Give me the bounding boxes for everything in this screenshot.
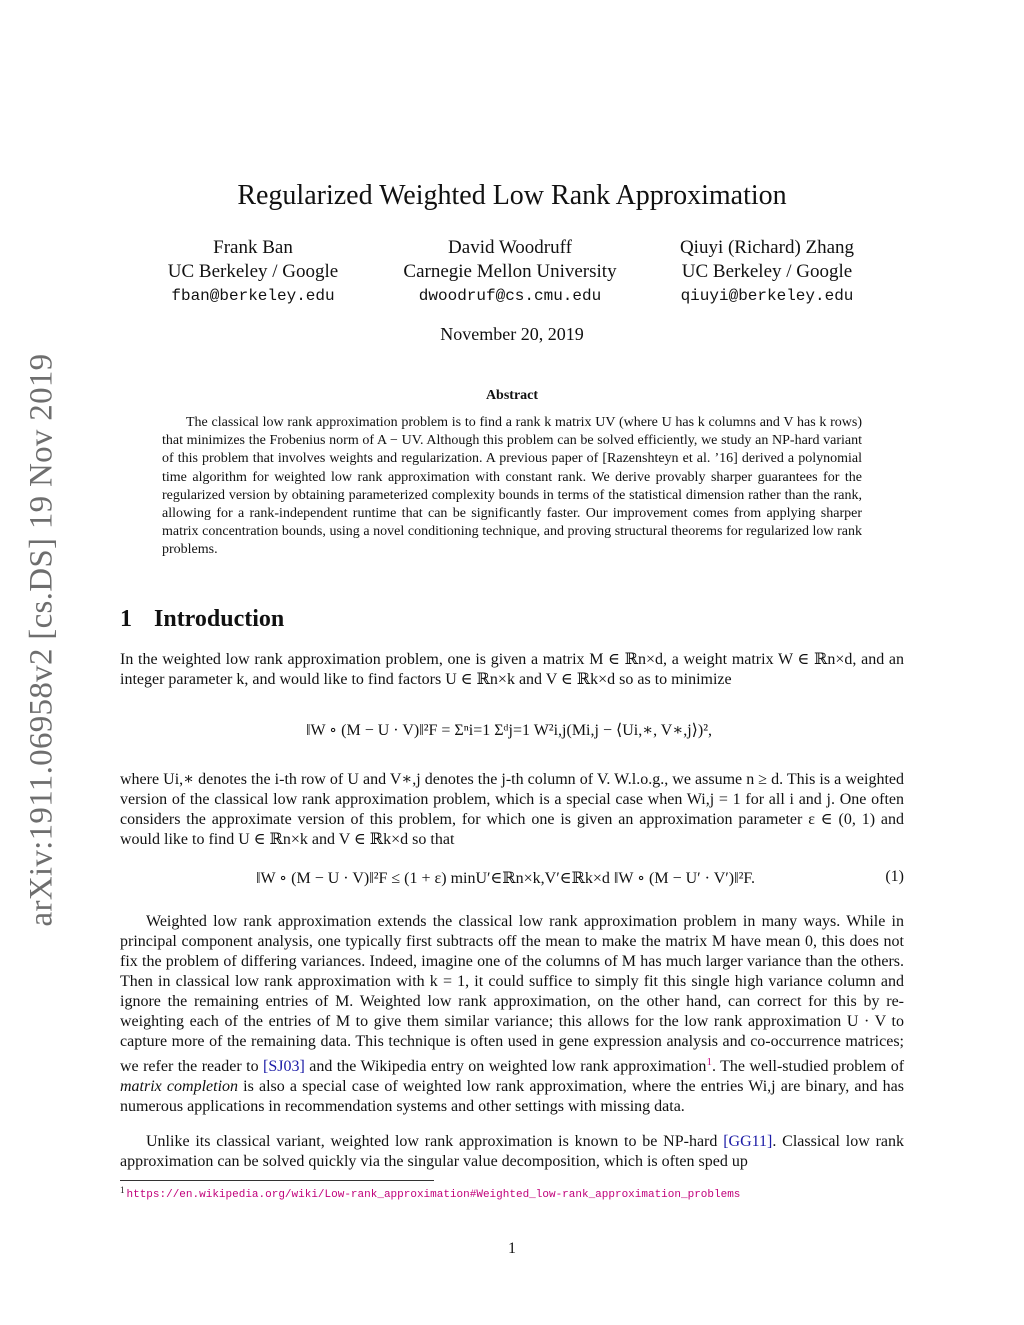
page-number: 1 — [508, 1240, 516, 1257]
intro-paragraph-1: In the weighted low rank approximation problem, one is given a matrix M ∈ ℝn×d, a weight matrix W ∈ ℝn×d, and an integer parameter k, and would like to find factors U ∈ ℝn×k and V ∈ ℝk×d so as to minimize — [120, 651, 904, 688]
publication-date: November 20, 2019 — [440, 324, 584, 344]
p3-text-c: . The well-studied problem of — [711, 1058, 905, 1075]
author-name: David Woodruff — [448, 237, 572, 258]
footnote — [120, 1185, 740, 1201]
intro-paragraph-3 — [120, 912, 904, 1117]
intro-paragraph-4 — [120, 1132, 904, 1172]
author-email[interactable]: fban@berkeley.edu — [171, 287, 335, 305]
p4-text-a: Unlike its classical variant, weighted low rank approximation is known to be NP-hard — [146, 1133, 718, 1150]
citation-link-gg11[interactable]: [GG11] — [723, 1133, 773, 1150]
author-email[interactable]: qiuyi@berkeley.edu — [680, 287, 854, 305]
author-name: Frank Ban — [213, 237, 293, 258]
footnote-divider — [120, 1180, 434, 1181]
section-number: 1 — [120, 606, 132, 632]
author-affiliation: UC Berkeley / Google — [167, 261, 339, 282]
paper-title: Regularized Weighted Low Rank Approximation — [237, 180, 787, 211]
p3-text-a: Weighted low rank approximation extends the classical low rank approximation problem in many ways. While in principal component analysis, one typically first subtracts off the mean to make the matrix M have mean 0, this does not fix the problem of differing variances. Indeed, imagine one of the columns of M has much larger variance than the others. Then in classical low rank approximation with k = 1, it could suffice to simply fit this single high variance column and ignore the remaining entries of M. Weighted low rank approximation, on the other hand, can correct for this by re-weighting each of the entries of M to give them similar variance; this allows for the low rank approximation U · V to capture more of the remaining data. This technique is often used in gene expression analysis and co-occurrence matrices; we refer the reader to — [120, 913, 904, 1075]
author-block — [380, 236, 640, 308]
abstract-text: The classical low rank approximation problem is to find a rank k matrix UV (where U has k columns and V has k rows) that minimizes the Frobenius norm of A − UV. Although this problem can be solved efficiently, we study an NP-hard variant of this problem that involves weights and regularization. A previous paper of [Razenshteyn et al. ’16] derived a polynomial time algorithm for weighted low rank approximation with constant rank. We derive provably sharper guarantees for the regularized version by obtaining parameterized complexity bounds in terms of the statistical dimension rather than the rank, allowing for a rank-independent runtime that can be significantly faster. Our improvement comes from applying sharper matrix concentration bounds, using a novel conditioning technique, and proving structural theorems for regularized low rank problems. — [162, 415, 862, 558]
footnote-mark: 1 — [120, 1185, 125, 1195]
author-block — [662, 236, 872, 308]
equation-approx: ‖W ∘ (M − U · V)‖²F ≤ (1 + ε) minU′∈ℝn×k,V′∈ℝk×d ‖W ∘ (M − U′ · V′)‖²F. — [256, 870, 756, 887]
p3-emphasis: matrix completion — [120, 1078, 239, 1095]
equation-objective: ‖W ∘ (M − U · V)‖²F = Σⁿi=1 Σᵈj=1 W²i,j(Mi,j − ⟨Ui,∗, V∗,j⟩)², — [306, 722, 713, 739]
abstract-heading: Abstract — [485, 388, 539, 403]
section-heading — [120, 606, 284, 633]
author-affiliation: Carnegie Mellon University — [403, 261, 617, 282]
footnote-ref-link[interactable]: 1 — [706, 1056, 712, 1068]
citation-link-sj03[interactable]: [SJ03] — [263, 1058, 305, 1075]
arxiv-id-text: arXiv:1911.06958v2 [cs.DS] 19 Nov 2019 — [23, 353, 60, 927]
author-affiliation: UC Berkeley / Google — [681, 261, 853, 282]
intro-paragraph-2: where Ui,∗ denotes the i-th row of U and V∗,j denotes the j-th column of V. W.l.o.g., we assume n ≥ d. This is a weighted version of the classical low rank approximation problem, which is a special case when Wi,j = 1 for all i and j. One often considers the approximate version of this problem, for which one is given an approximation parameter ε ∈ (0, 1) and would like to find U ∈ ℝn×k and V ∈ ℝk×d so that — [120, 771, 904, 848]
author-name: Qiuyi (Richard) Zhang — [679, 237, 855, 258]
section-title: Introduction — [154, 606, 285, 632]
author-email[interactable]: dwoodruf@cs.cmu.edu — [418, 287, 602, 305]
footnote-url-link[interactable]: https://en.wikipedia.org/wiki/Low-rank_approximation#Weighted_low-rank_approximation_problems — [126, 1189, 741, 1201]
p3-text-b: and the Wikipedia entry on weighted low rank approximation — [309, 1058, 707, 1075]
author-block — [153, 236, 353, 308]
p3-text-d: is also a special case of weighted low rank approximation, where the entries Wi,j are binary, and has numerous applications in recommendation systems and other settings with missing data. — [120, 1078, 905, 1115]
equation-number: (1) — [885, 868, 904, 885]
p4-text-b: . Classical low rank approximation can be solved quickly via the singular value decomposition, which is often sped up — [120, 1133, 905, 1170]
